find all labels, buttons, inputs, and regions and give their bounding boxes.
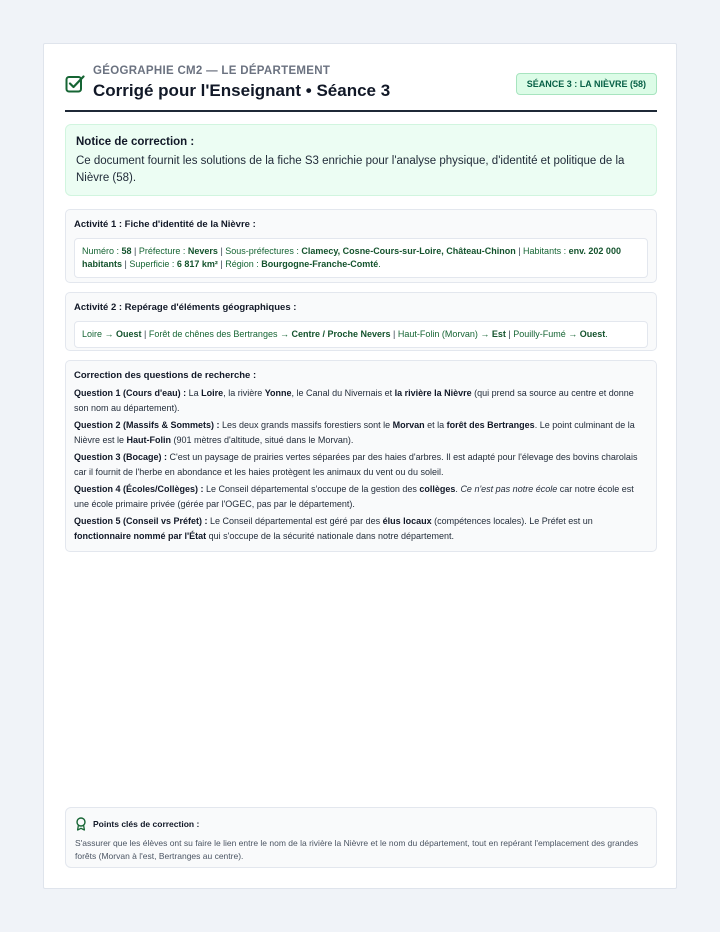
key-points-header	[75, 817, 647, 831]
notice-title: Notice de correction :	[76, 136, 195, 148]
superficie-value: 6 817 km²	[176, 259, 218, 269]
sous-prefectures-value: Clamecy, Cosne-Cours-sur-Loire, Château-Chinon	[301, 246, 516, 256]
answer-key: Loire	[201, 388, 224, 398]
separator: |	[217, 246, 226, 256]
region-label: Région :	[225, 259, 262, 269]
answer-text: (compétences locales). Le Préfet est un	[431, 516, 593, 526]
key-points-box	[65, 807, 657, 868]
habitants-value: env. 202 000 habitants	[82, 246, 621, 269]
activity-2-title: Activité 2 : Repérage d'éléments géographiques :	[74, 302, 297, 313]
answer-key: élus locaux	[382, 516, 432, 526]
numero-label: Numéro :	[82, 246, 122, 256]
prefecture-label: Préfecture :	[138, 246, 188, 256]
page-title: Corrigé pour l'Enseignant • Séance 3	[93, 81, 391, 100]
question-label: Question 1 (Cours d'eau) :	[74, 388, 187, 398]
separator: |	[390, 329, 398, 339]
sous-prefectures-label: Sous-préfectures :	[225, 246, 302, 256]
answer-text: qui s'occupe de la sécurité nationale dans notre département.	[206, 530, 455, 541]
location-answer: Centre / Proche Nevers	[291, 329, 391, 339]
subject-line: GÉOGRAPHIE CM2 — LE DÉPARTEMENT	[93, 65, 331, 77]
prefecture-value: Nevers	[187, 246, 218, 256]
separator: |	[131, 246, 139, 256]
separator: |	[217, 259, 226, 269]
page-header	[65, 64, 657, 112]
question-label: Question 3 (Bocage) :	[74, 452, 168, 462]
award-icon	[75, 817, 87, 831]
location-place: Pouilly-Fumé →	[513, 329, 580, 339]
question-4	[74, 482, 648, 511]
answer-text: (qui prend sa source au centre et donne son nom au département).	[74, 388, 634, 413]
answer-text: . Le point culminant de la Nièvre est le	[74, 420, 635, 445]
question-2	[74, 418, 648, 447]
identity-sheet: Numéro : 58 | Préfecture : Nevers | Sous-préfectures : Clamecy, Cosne-Cours-sur-Loire, Château-Chinon | Habitants : env. 202 000 habitants | Superficie : 6 817 km² | Région : Bourgogne-Franche-Comté.	[74, 238, 648, 278]
key-points-text: S'assurer que les élèves ont su faire le lien entre le nom de la rivière la Nièvre et le nom du département, tout en repérant l'emplacement des grandes forêts (Morvan à l'est, Bertranges au centre).	[75, 838, 639, 861]
location-place: Haut-Folin (Morvan) →	[397, 329, 492, 339]
answer-text: Le Conseil départemental est géré par des	[207, 516, 383, 526]
answer-key: la rivière la Nièvre	[394, 388, 472, 398]
answer-key: collèges	[419, 484, 456, 494]
correction-notice	[65, 124, 657, 196]
research-questions-card	[65, 360, 657, 552]
question-1	[74, 386, 648, 415]
answer-text: C'est un paysage de prairies vertes séparées par des haies d'arbres. Il est adapté pour l'élevage des bovins charolais car il fournit de l'herbe en abondance et les haies protègent les animaux du vent ou du soleil.	[74, 452, 638, 477]
answer-text: , le Canal du Nivernais et	[291, 388, 395, 398]
numero-value: 58	[121, 246, 132, 256]
answer-text: Les deux grands massifs forestiers sont le	[219, 420, 393, 430]
location-answer: Est	[491, 329, 506, 339]
key-points-title: Points clés de correction :	[93, 819, 200, 829]
habitants-label: Habitants :	[523, 246, 569, 256]
answer-text: La	[186, 388, 202, 398]
activity-1-card	[65, 209, 657, 283]
superficie-label: Superficie :	[129, 259, 177, 269]
answer-text: et la	[424, 420, 447, 430]
region-value: Bourgogne-Franche-Comté	[261, 259, 379, 269]
answer-text: Le Conseil départemental s'occupe de la gestion des	[203, 484, 420, 494]
location-place: Loire →	[82, 329, 117, 339]
question-label: Question 5 (Conseil vs Préfet) :	[74, 516, 208, 526]
answer-key: Haut-Folin	[126, 434, 172, 445]
location-answer: Ouest	[579, 329, 606, 339]
separator: |	[141, 329, 149, 339]
questions-title: Correction des questions de recherche :	[74, 370, 257, 381]
answer-key: Yonne	[264, 388, 292, 398]
answer-key: forêt des Bertranges	[446, 420, 535, 430]
answer-text: .	[455, 484, 461, 494]
answer-text: , la rivière	[223, 388, 265, 398]
answer-text: car notre école est une école primaire privée (gérée par l'OGEC, pas par le département).	[74, 484, 634, 509]
separator: |	[505, 329, 514, 339]
separator: |	[122, 259, 130, 269]
activity-1-title: Activité 1 : Fiche d'identité de la Nièvre :	[74, 219, 256, 230]
location-answer: Ouest	[116, 329, 142, 339]
question-3	[74, 450, 648, 479]
checkbox-checked-icon	[65, 74, 85, 94]
answer-emphasis: Ce n'est pas notre école	[460, 484, 558, 494]
location-place: Forêt de chênes des Bertranges →	[148, 329, 292, 339]
separator: |	[515, 246, 524, 256]
question-label: Question 4 (Écoles/Collèges) :	[74, 484, 204, 494]
answer-key: Morvan	[392, 420, 425, 430]
notice-text: Ce document fournit les solutions de la fiche S3 enrichie pour l'analyse physique, d'identité et politique de la Nièvre (58).	[76, 155, 625, 184]
question-label: Question 2 (Massifs & Sommets) :	[74, 420, 220, 430]
session-badge: SÉANCE 3 : LA NIÈVRE (58)	[516, 73, 657, 95]
worksheet-page	[43, 43, 677, 889]
answer-key: fonctionnaire nommé par l'État	[74, 530, 207, 541]
question-5	[74, 514, 648, 543]
answer-text: (901 mètres d'altitude, situé dans le Morvan).	[171, 434, 354, 445]
activity-2-card	[65, 292, 657, 351]
locations-list: Loire → Ouest | Forêt de chênes des Bertranges → Centre / Proche Nevers | Haut-Folin (Morvan) → Est | Pouilly-Fumé → Ouest.	[74, 321, 648, 348]
